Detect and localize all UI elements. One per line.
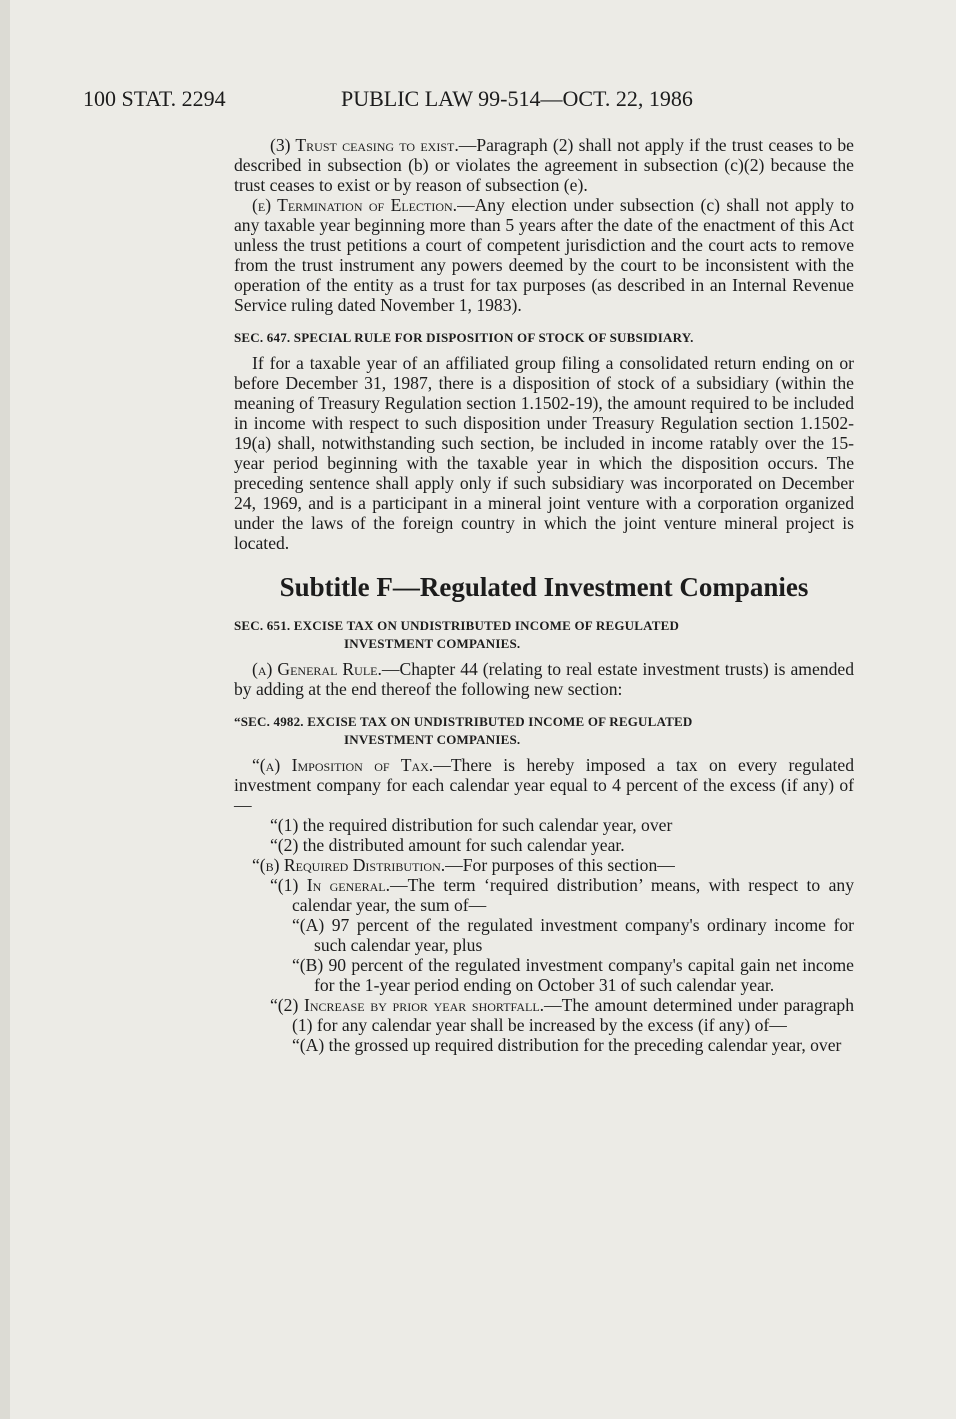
section-heading-line: INVESTMENT COMPANIES. bbox=[344, 732, 521, 747]
paragraph-heading: (3) Trust ceasing to exist. bbox=[270, 135, 459, 155]
clause-2: “(2) the distributed amount for such calendar year. bbox=[270, 835, 625, 855]
paragraph-prior-year-shortfall bbox=[270, 995, 854, 1035]
paragraph-sec-647: If for a taxable year of an affiliated group filing a consolidated return ending on or before December 31, 1987, there is a disposition of stock of a subsidiary (within the meaning of Treasury Regulation section 1.1502-19), the amount required to be included in income with respect to such disposition under Treasury Regulation section 1.1502-19(a) shall, notwithstanding such section, be included in income ratably over the 15-year period beginning with the taxable year in which the disposition occurs. The preceding sentence shall apply only if such subsidiary was incorporated on December 24, 1969, and is a participant in a mineral joint venture with a corporation organized under the laws of the foreign country in which the joint venture mineral project is located. bbox=[234, 353, 854, 553]
page-edge bbox=[0, 0, 10, 1419]
page-header bbox=[83, 86, 843, 118]
paragraph-heading: “(2) Increase by prior year shortfall. bbox=[270, 995, 545, 1015]
section-heading-647: SEC. 647. SPECIAL RULE FOR DISPOSITION OF STOCK OF SUBSIDIARY. bbox=[234, 330, 694, 345]
paragraph-heading: (e) Termination of Election. bbox=[252, 195, 458, 215]
law-citation: PUBLIC LAW 99-514—OCT. 22, 1986 bbox=[341, 86, 693, 111]
section-heading-line: SEC. 651. EXCISE TAX ON UNDISTRIBUTED INCOME OF REGULATED bbox=[234, 618, 680, 633]
paragraph-heading: “(a) Imposition of Tax. bbox=[252, 755, 434, 775]
paragraph-text: —For purposes of this section— bbox=[445, 855, 675, 875]
subtitle-heading: Subtitle F—Regulated Investment Companies bbox=[279, 572, 809, 602]
paragraph-text: —The term ‘required distribution’ means, with respect to any calendar year, the sum of— bbox=[292, 875, 854, 915]
section-heading-651 bbox=[234, 617, 854, 653]
subclause-b: “(B) 90 percent of the regulated investment company's capital gain net income for the 1-year period ending on October 31 of such calendar year. bbox=[292, 955, 854, 995]
subclause-a: “(A) 97 percent of the regulated investment company's ordinary income for such calendar year, plus bbox=[292, 915, 854, 955]
paragraph-text: —Paragraph (2) shall not apply if the trust ceases to be described in subsection (b) or violates the agreement in subsection (c)(2) because the trust ceases to exist or by reason of subsection (e). bbox=[234, 135, 854, 195]
paragraph-heading: “(1) In general. bbox=[270, 875, 391, 895]
paragraph-in-general bbox=[270, 875, 854, 915]
paragraph-heading: (a) General Rule. bbox=[252, 659, 382, 679]
paragraph-imposition-of-tax bbox=[234, 755, 854, 815]
clause-1: “(1) the required distribution for such calendar year, over bbox=[270, 815, 673, 835]
paragraph-termination-of-election bbox=[234, 195, 854, 315]
paragraph-required-distribution bbox=[234, 855, 854, 875]
section-heading-line: “SEC. 4982. EXCISE TAX ON UNDISTRIBUTED INCOME OF REGULATED bbox=[234, 714, 693, 729]
paragraph-text: —Chapter 44 (relating to real estate investment trusts) is amended by adding at the end thereof the following new section: bbox=[234, 659, 854, 699]
subclause-a-grossed-up: “(A) the grossed up required distribution for the preceding calendar year, over bbox=[292, 1035, 842, 1055]
page-body bbox=[234, 135, 854, 1055]
paragraph-text: —The amount determined under paragraph (1) for any calendar year shall be increased by the excess (if any) of— bbox=[292, 995, 854, 1035]
stat-page-number: 100 STAT. 2294 bbox=[83, 86, 226, 111]
paragraph-heading: “(b) Required Distribution. bbox=[252, 855, 446, 875]
section-heading-4982 bbox=[234, 713, 854, 749]
section-heading-line: INVESTMENT COMPANIES. bbox=[344, 636, 521, 651]
paragraph-text: —There is hereby imposed a tax on every regulated investment company for each calendar year equal to 4 percent of the excess (if any) of— bbox=[234, 755, 854, 815]
paragraph-text: —Any election under subsection (c) shall not apply to any taxable year beginning more than 5 years after the date of the enactment of this Act unless the trust petitions a court of competent jurisdiction and the court acts to remove from the trust instrument any powers deemed by the court to be inconsistent with the operation of the entity as a trust for tax purposes (as described in an Internal Revenue Service ruling dated November 1, 1983). bbox=[234, 195, 855, 315]
paragraph-trust-ceasing bbox=[234, 135, 854, 195]
paragraph-general-rule bbox=[234, 659, 854, 699]
